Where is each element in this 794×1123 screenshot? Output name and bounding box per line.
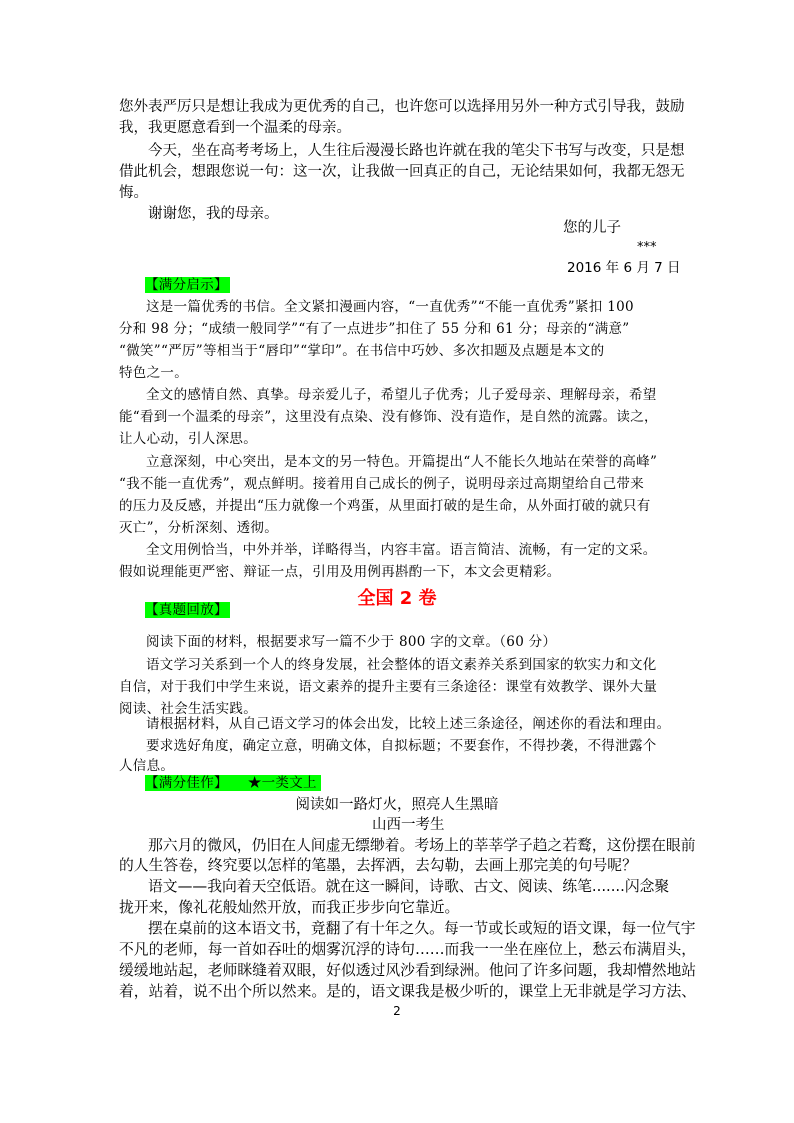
comment-line: 全文的感情自然、真挚。母亲爱儿子，希望儿子优秀；儿子爱母亲、理解母亲，希望 [146, 387, 657, 403]
comment-line: 全文用例恰当，中外并举，详略得当，内容丰富。语言简洁、流畅，有一定的文采。 [146, 542, 657, 558]
letter-date: 2016 年 6 月 7 日 [567, 260, 681, 276]
question-line: 人信息。 [119, 758, 175, 774]
letter-stars: *** [637, 240, 657, 255]
essay-line: 拢开来，像礼花般灿然开放，而我正步步向它靠近。 [119, 899, 460, 916]
letter-line: 我，我更愿意看到一个温柔的母亲。 [119, 120, 351, 136]
letter-line: 今天，坐在高考考场上，人生往后漫漫长路也许就在我的笔尖下书写与改变，只是想 [148, 143, 685, 159]
letter-line: 悔。 [119, 185, 148, 201]
comment-line: 假如说理能更严密、辩证一点，引用及用例再斟酌一下，本文会更精彩。 [119, 564, 561, 580]
essay-title: 阅读如一路灯火，照亮人生黑暗 [295, 797, 499, 813]
essay-line: 语文——我向着天空低语。就在这一瞬间，诗歌、古文、阅读、练笔.......闪念聚 [148, 878, 670, 895]
letter-line: 借此机会，想跟您说一句：这一次，让我做一回真正的自己，无论结果如何，我都无怨无 [119, 164, 685, 180]
comment-line: 分和 98 分；“成绩一般同学”“有了一点进步”扣住了 55 分和 61 分；母亲的“满意” [119, 321, 630, 337]
question-line: 自信，对于我们中学生来说，语文素养的提升主要有三条途径：课堂有效教学、课外大量 [119, 679, 658, 695]
essay-line: 缓缓地站起，老师眯缝着双眼，好似透过风沙看到绿洲。他问了许多问题，我却懵然地站 [119, 962, 697, 979]
page-number: 2 [393, 1004, 401, 1018]
essay-line: 那六月的微风，仍旧在人间虚无缥缈着。考场上的莘莘学子趋之若鹜，这份摆在眼前 [148, 837, 696, 854]
grade-badge: ★一类文上 [240, 775, 321, 791]
essay-author: 山西一考生 [372, 817, 445, 833]
question-line: 阅读下面的材料，根据要求写一篇不少于 800 字的文章。（60 分） [146, 634, 557, 650]
question-line: 请根据材料，从自己语文学习的体会出发，比较上述三条途径，阐述你的看法和理由。 [146, 716, 671, 732]
section-title: 全国 2 卷 [357, 588, 437, 609]
question-line: 要求选好角度，确定立意，明确文体，自拟标题；不要套作，不得抄袭，不得泄露个 [146, 738, 657, 754]
comment-line: 能“看到一个温柔的母亲”，这里没有点染、没有修饰、没有造作，是自然的流露。读之， [119, 409, 658, 425]
comment-line: 这是一篇优秀的书信。全文紧扣漫画内容，“一直优秀”“不能一直优秀”紧扣 100 [146, 299, 634, 315]
letter-signature: 您的儿子 [563, 220, 621, 236]
comment-line: 特色之一。 [119, 365, 188, 381]
essay-line: 摆在桌前的这本语文书，竟翻了有十年之久。每一节或长或短的语文课，每一位气宇 [148, 920, 696, 937]
essay-line: 着，站着，说不出个所以然来。是的，语文课我是极少听的，课堂上无非就是学习方法、 [119, 983, 697, 1000]
question-line: 语文学习关系到一个人的终身发展，社会整体的语文素养关系到国家的软实力和文化 [146, 657, 657, 673]
section-tag: 【真题回放】 [145, 602, 228, 618]
comment-line: 立意深刻，中心突出，是本文的另一特色。开篇提出“人不能长久地站在荣誉的高峰” [146, 454, 658, 470]
comment-line: 灭亡”，分析深刻、透彻。 [119, 520, 279, 536]
letter-line: 谢谢您，我的母亲。 [148, 206, 279, 222]
letter-line: 您外表严厉只是想让我成为更优秀的自己，也许您可以选择用另外一种方式引导我，鼓励 [119, 99, 685, 115]
section-tag: 【满分启示】 [145, 277, 228, 293]
comment-line: 的压力及反感，并提出“压力就像一个鸡蛋，从里面打破的是生命，从外面打破的就只有 [119, 498, 651, 514]
section-tag: 【满分佳作】 [145, 775, 240, 791]
essay-line: 不凡的老师，每一首如吞吐的烟雾沉浮的诗句……而我一一坐在座位上，愁云布满眉头， [119, 941, 697, 958]
comment-line: 让人心动，引人深思。 [119, 431, 257, 447]
essay-line: 的人生答卷，终究要以怎样的笔墨，去挥洒，去勾勒，去画上那完美的句号呢？ [119, 857, 637, 874]
question-line: 阅读、社会生活实践。 [119, 701, 257, 717]
comment-line: “我不能一直优秀”，观点鲜明。接着用自己成长的例子，说明母亲过高期望给自己带来 [119, 476, 645, 492]
comment-line: “微笑”“严厉”等相当于“唇印”“掌印”。在书信中巧妙、多次扣题及点题是本文的 [119, 343, 605, 359]
